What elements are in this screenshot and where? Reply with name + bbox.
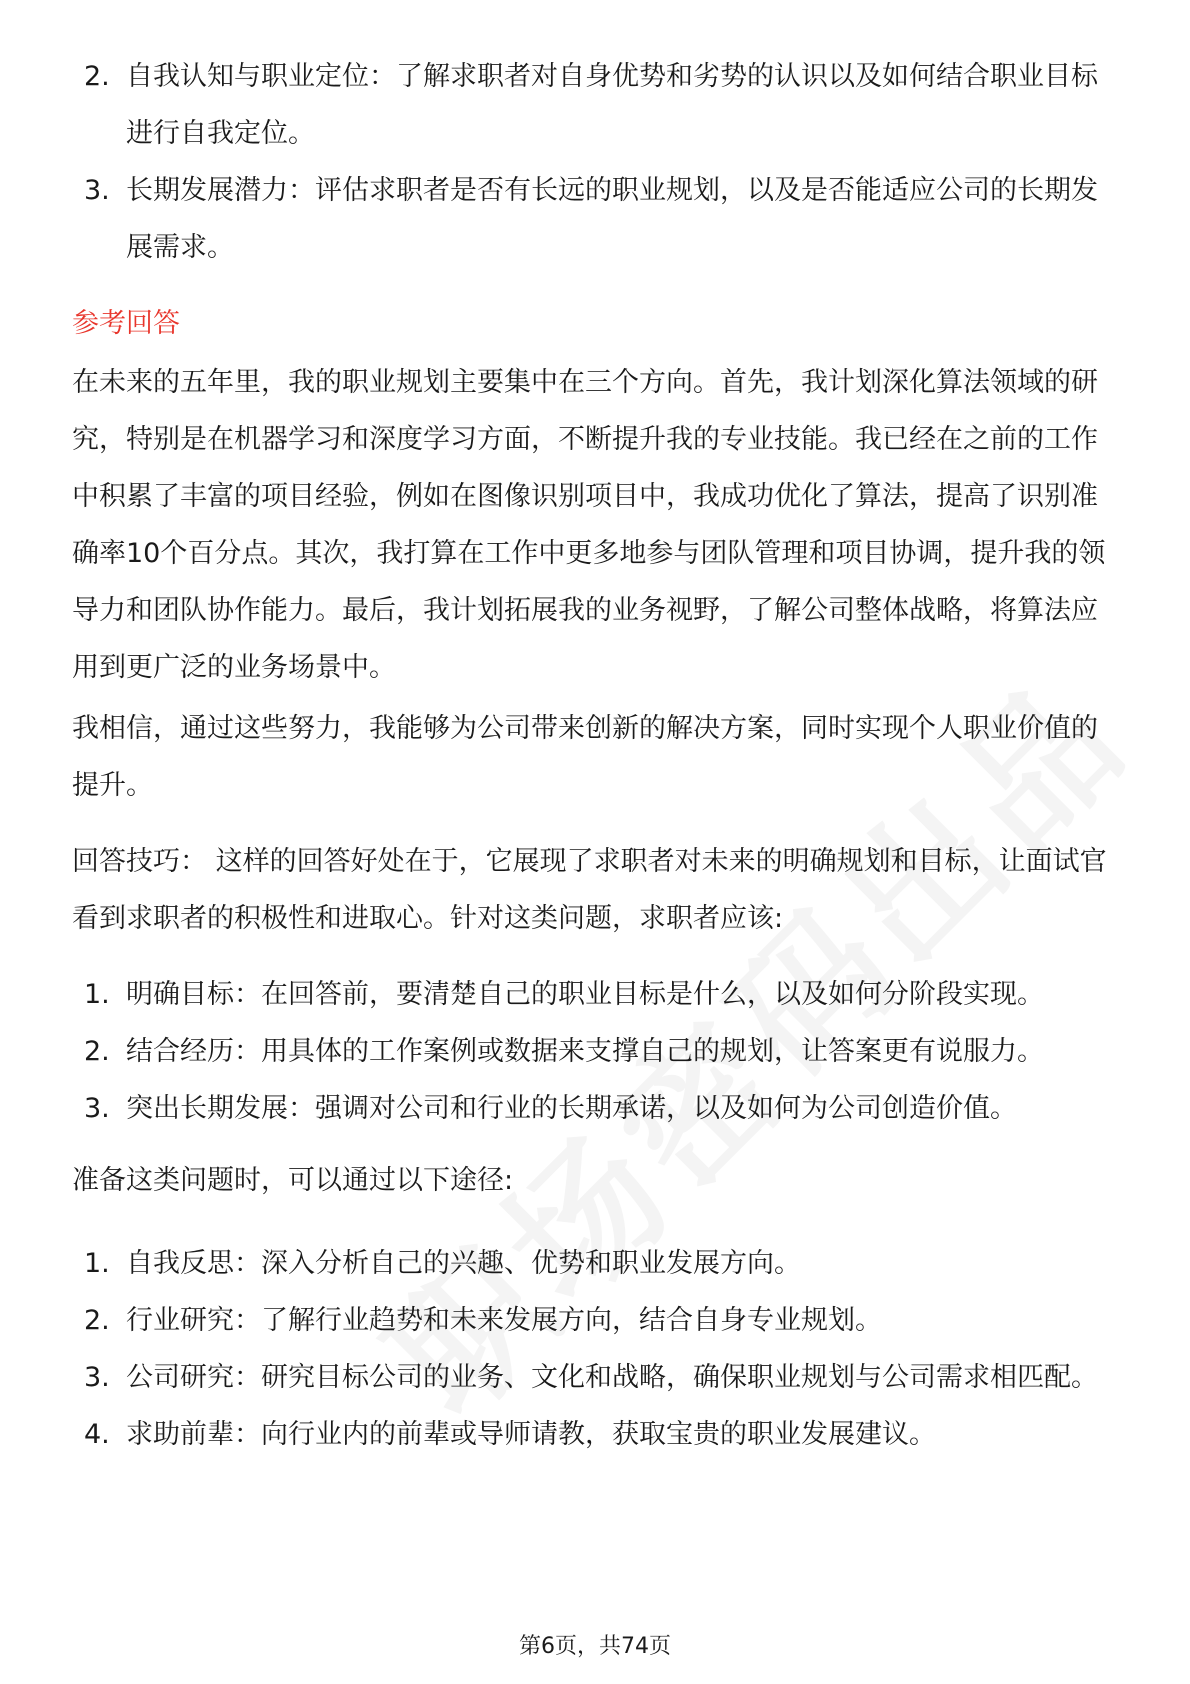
list-item-text: 长期发展潜力：评估求职者是否有长远的职业规划，以及是否能适应公司的长期发展需求。 — [126, 175, 1098, 263]
list-item — [0, 1023, 1190, 1080]
list-item-text: 自我反思：深入分析自己的兴趣、优势和职业发展方向。 — [126, 1248, 801, 1279]
list-item-number: 4. — [84, 1419, 110, 1450]
answer-tips-paragraph: 回答技巧： 这样的回答好处在于，它展现了求职者对未来的明确规划和目标，让面试官看到求职者的积极性和进取心。针对这类问题，求职者应该: — [72, 846, 1107, 934]
list-item-text: 求助前辈：向行业内的前辈或导师请教，获取宝贵的职业发展建议。 — [126, 1419, 936, 1450]
list-item-number: 2. — [84, 1036, 110, 1067]
list-item-number: 3. — [84, 1093, 110, 1124]
answer-paragraph-conclusion: 我相信，通过这些努力，我能够为公司带来创新的解决方案，同时实现个人职业价值的提升。 — [72, 713, 1098, 801]
list-item — [0, 1406, 1190, 1463]
list-item-text: 突出长期发展：强调对公司和行业的长期承诺，以及如何为公司创造价值。 — [126, 1093, 1017, 1124]
list-item-number: 2. — [84, 1305, 110, 1336]
list-item-text: 明确目标：在回答前，要清楚自己的职业目标是什么，以及如何分阶段实现。 — [126, 979, 1044, 1010]
list-item-text: 结合经历：用具体的工作案例或数据来支撑自己的规划，让答案更有说服力。 — [126, 1036, 1044, 1067]
list-item — [0, 162, 1190, 276]
list-item-number: 2. — [84, 61, 110, 92]
preparation-paragraph: 准备这类问题时，可以通过以下途径: — [72, 1165, 514, 1196]
list-item-text: 行业研究：了解行业趋势和未来发展方向，结合自身专业规划。 — [126, 1305, 882, 1336]
list-item-text: 自我认知与职业定位：了解求职者对自身优势和劣势的认识以及如何结合职业目标进行自我定位。 — [126, 61, 1098, 149]
list-item-number: 3. — [84, 1362, 110, 1393]
reference-answer-heading: 参考回答 — [72, 308, 180, 339]
list-item-number: 3. — [84, 175, 110, 206]
list-item — [0, 48, 1190, 162]
list-item — [0, 1235, 1190, 1292]
list-item — [0, 1292, 1190, 1349]
answer-tips-list — [0, 966, 1190, 1137]
page-footer: 第6页，共74页 — [519, 1634, 671, 1659]
list-item-text: 公司研究：研究目标公司的业务、文化和战略，确保职业规划与公司需求相匹配。 — [126, 1362, 1098, 1393]
list-item — [0, 1349, 1190, 1406]
list-item — [0, 1080, 1190, 1137]
list-item-number: 1. — [84, 1248, 110, 1279]
preparation-list — [0, 1235, 1190, 1463]
list-item-number: 1. — [84, 979, 110, 1010]
answer-paragraph: 在未来的五年里，我的职业规划主要集中在三个方向。首先，我计划深化算法领域的研究，特别是在机器学习和深度学习方面，不断提升我的专业技能。我已经在之前的工作中积累了丰富的项目经验，例如在图像识别项目中，我成功优化了算法，提高了识别准确率10个百分点。其次，我打算在工作中更多地参与团队管理和项目协调，提升我的领导力和团队协作能力。最后，我计划拓展我的业务视野，了解公司整体战略，将算法应用到更广泛的业务场景中。 — [72, 367, 1106, 683]
evaluation-points-list — [0, 48, 1190, 276]
list-item — [0, 966, 1190, 1023]
